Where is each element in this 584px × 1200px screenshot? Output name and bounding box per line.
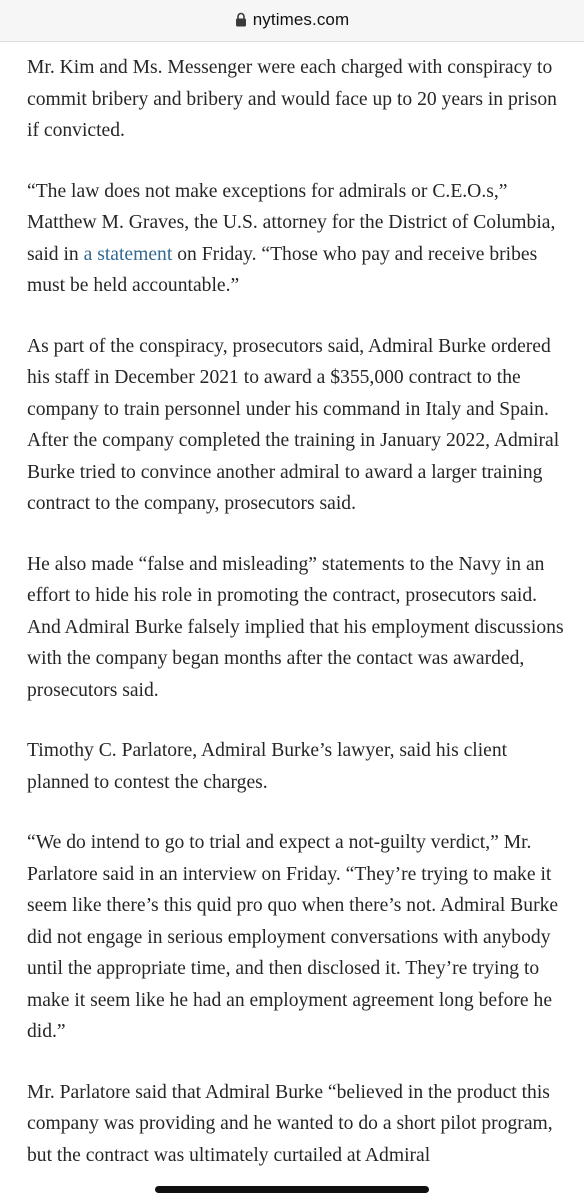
article-paragraph-7: Mr. Parlatore said that Admiral Burke “believed in the product this company was providing and he wanted to do a short pilot program, but the contract was ultimately curtailed at Admiral: [27, 1081, 553, 1166]
paragraph-2-text-before: “The law does not make exceptions for admirals or C.E.O.s,” Matthew M. Graves, the U.S. attorney for the District of Columbia, said in: [27, 180, 556, 265]
statement-link[interactable]: a statement: [83, 243, 173, 265]
article-paragraph-3: As part of the conspiracy, prosecutors said, Admiral Burke ordered his staff in December 2021 to award a $355,000 contract to the company to train personnel under his command in Italy and Spain. After the company completed the training in January 2022, Admiral Burke tried to convince another admiral to award a larger training contract to the company, prosecutors said.: [27, 335, 560, 514]
article-paragraph-5: Timothy C. Parlatore, Admiral Burke’s lawyer, said his client planned to contest the charges.: [27, 740, 508, 793]
article-paragraph-1: Mr. Kim and Ms. Messenger were each charged with conspiracy to commit bribery and bribery and would face up to 20 years in prison if convicted.: [27, 57, 557, 141]
url-text: nytimes.com: [252, 9, 350, 29]
address-bar-content: [235, 10, 350, 30]
article-paragraph-6: “We do intend to go to trial and expect a not-guilty verdict,” Mr. Parlatore said in an interview on Friday. “They’re trying to make it seem like there’s this quid pro quo when there’s not. Admiral Burke did not engage in serious employment conversations with anybody until the appropriate time, and then disclosed it. They’re trying to make it seem like he had an employment agreement long before he did.”: [27, 832, 559, 1042]
paragraph-2-text-after: on Friday. “Those who pay and receive bribes must be held accountable.”: [27, 243, 538, 296]
article-paragraph-4: He also made “false and misleading” statements to the Navy in an effort to hide his role in promoting the contract, prosecutors said. And Admiral Burke falsely implied that his employment discussions with the company began months after the contact was awarded, prosecutors said.: [27, 553, 564, 701]
article-body: [27, 52, 567, 1200]
article-paragraph-2: [27, 176, 567, 302]
lock-icon: [235, 12, 247, 27]
home-indicator: [155, 1186, 429, 1193]
browser-address-bar[interactable]: [0, 0, 584, 42]
